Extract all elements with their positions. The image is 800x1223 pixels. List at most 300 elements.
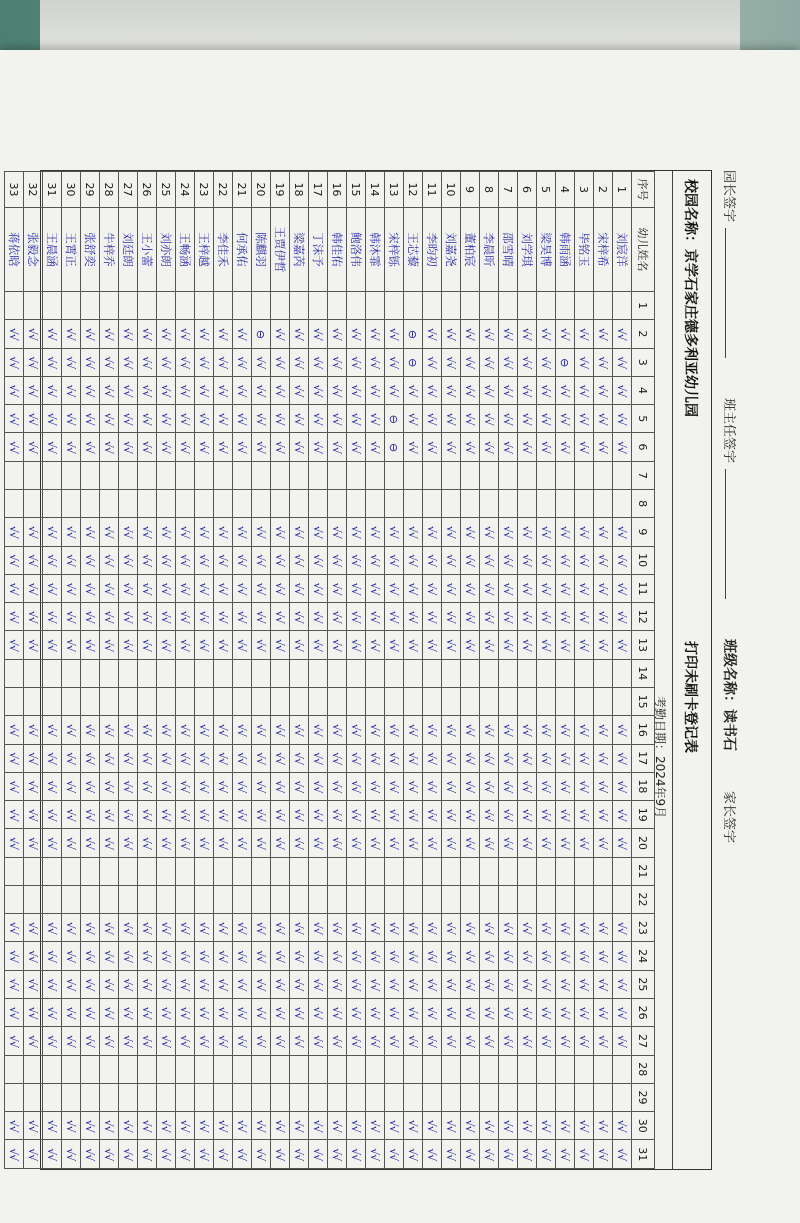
attendance-cell: [423, 405, 442, 433]
check-mark: √√: [159, 752, 173, 765]
check-mark: √√: [178, 554, 192, 567]
attendance-cell: [613, 376, 632, 404]
check-mark: √√: [444, 1006, 458, 1019]
attendance-cell: [100, 1140, 119, 1169]
check-mark: √√: [83, 808, 97, 821]
attendance-cell: [233, 405, 252, 433]
check-mark: √√: [596, 950, 610, 963]
attendance-cell: [556, 292, 575, 320]
attendance-cell: [499, 489, 518, 517]
attendance-cell: [613, 687, 632, 715]
check-mark: √√: [330, 441, 344, 454]
child-name: 董柏宸: [461, 208, 480, 292]
attendance-cell: [195, 1055, 214, 1083]
attendance-cell: [442, 489, 461, 517]
attendance-cell: [309, 885, 328, 913]
check-mark: √√: [387, 639, 401, 652]
check-mark: √√: [197, 610, 211, 623]
check-mark: √√: [311, 780, 325, 793]
attendance-cell: [81, 885, 100, 913]
attendance-cell: [176, 292, 195, 320]
attendance-cell: [556, 970, 575, 998]
check-mark: √√: [254, 978, 268, 991]
check-mark: √√: [45, 1006, 59, 1019]
attendance-cell: [24, 1140, 43, 1169]
check-mark: √√: [558, 327, 572, 340]
check-mark: √√: [292, 780, 306, 793]
attendance-cell: [62, 857, 81, 885]
attendance-cell: [138, 1055, 157, 1083]
attendance-cell: [404, 857, 423, 885]
attendance-cell: [480, 687, 499, 715]
signature-line: [720, 170, 740, 1170]
attendance-cell: [499, 772, 518, 800]
attendance-cell: [442, 970, 461, 998]
attendance-cell: [5, 885, 24, 913]
child-name: 鲍洛伟: [347, 208, 366, 292]
attendance-cell: [233, 631, 252, 659]
attendance-cell: [442, 885, 461, 913]
attendance-cell: [233, 829, 252, 857]
attendance-cell: [347, 546, 366, 574]
attendance-cell: [62, 716, 81, 744]
attendance-cell: [404, 801, 423, 829]
stacked-paper-edge: [40, 0, 740, 56]
attendance-cell: [537, 659, 556, 687]
attendance-cell: [556, 801, 575, 829]
check-mark: √√: [140, 950, 154, 963]
attendance-cell: [347, 320, 366, 348]
check-mark: √√: [482, 610, 496, 623]
attendance-cell: [290, 546, 309, 574]
attendance-cell: [290, 376, 309, 404]
row-number: 22: [214, 172, 233, 208]
check-mark: √√: [159, 921, 173, 934]
attendance-cell: [81, 489, 100, 517]
check-mark: √√: [558, 525, 572, 538]
attendance-cell: [575, 292, 594, 320]
child-name: 韩佳佑: [328, 208, 347, 292]
attendance-cell: [214, 348, 233, 376]
attendance-cell: [613, 433, 632, 461]
attendance-cell: [461, 405, 480, 433]
attendance-cell: [138, 857, 157, 885]
attendance-cell: [309, 716, 328, 744]
attendance-cell: [5, 857, 24, 885]
check-mark: √√: [178, 723, 192, 736]
row-number: 29: [81, 172, 100, 208]
attendance-cell: [499, 744, 518, 772]
attendance-cell: [195, 631, 214, 659]
check-mark: √√: [197, 441, 211, 454]
attendance-cell: [518, 546, 537, 574]
attendance-cell: [328, 320, 347, 348]
check-mark: √√: [235, 384, 249, 397]
check-mark: √√: [254, 1006, 268, 1019]
school-name: 校园名称：京学石家庄德多利亚幼儿园: [682, 179, 698, 417]
check-mark: √√: [520, 582, 534, 595]
attendance-cell: [43, 1112, 62, 1140]
attendance-cell: [404, 574, 423, 602]
day-header: 10: [632, 546, 655, 574]
check-mark: √√: [425, 582, 439, 595]
attendance-cell: [214, 376, 233, 404]
attendance-cell: [214, 687, 233, 715]
attendance-cell: [5, 1112, 24, 1140]
check-mark: √√: [539, 808, 553, 821]
check-mark: √√: [140, 1148, 154, 1161]
check-mark: √√: [539, 639, 553, 652]
check-mark: √√: [501, 582, 515, 595]
table-row: [328, 172, 347, 1169]
attendance-cell: [119, 659, 138, 687]
attendance-cell: [442, 1055, 461, 1083]
check-mark: √√: [558, 950, 572, 963]
attendance-cell: [499, 574, 518, 602]
check-mark: √√: [159, 1148, 173, 1161]
check-mark: √√: [387, 525, 401, 538]
attendance-cell: [176, 999, 195, 1027]
attendance-cell: [385, 433, 404, 461]
attendance-cell: [138, 659, 157, 687]
attendance-cell: [556, 772, 575, 800]
child-name: 刘宸洋: [613, 208, 632, 292]
attendance-cell: [613, 461, 632, 489]
check-mark: √√: [349, 950, 363, 963]
attendance-cell: [423, 1027, 442, 1055]
attendance-cell: [594, 829, 613, 857]
check-mark: √√: [7, 412, 21, 425]
attendance-cell: [81, 914, 100, 942]
attendance-cell: [43, 574, 62, 602]
check-mark: √√: [596, 356, 610, 369]
attendance-cell: [556, 1083, 575, 1111]
check-mark: √√: [330, 921, 344, 934]
check-mark: √√: [121, 525, 135, 538]
check-mark: √√: [349, 412, 363, 425]
attendance-cell: [594, 659, 613, 687]
attendance-cell: [138, 914, 157, 942]
attendance-cell: [5, 914, 24, 942]
check-mark: √√: [539, 921, 553, 934]
attendance-cell: [271, 461, 290, 489]
check-mark: √√: [273, 723, 287, 736]
check-mark: √√: [615, 1006, 629, 1019]
check-mark: √√: [311, 384, 325, 397]
check-mark: √√: [64, 752, 78, 765]
attendance-cell: [594, 1140, 613, 1169]
attendance-cell: [100, 348, 119, 376]
attendance-cell: [81, 942, 100, 970]
check-mark: √√: [254, 610, 268, 623]
check-mark: √√: [615, 978, 629, 991]
attendance-cell: [366, 772, 385, 800]
check-mark: √√: [463, 808, 477, 821]
principal-sig-label: 园长签字: [721, 170, 736, 223]
attendance-cell: [499, 659, 518, 687]
attendance-cell: [5, 461, 24, 489]
check-mark: √√: [45, 639, 59, 652]
check-mark: √√: [159, 327, 173, 340]
attendance-cell: [309, 603, 328, 631]
attendance-cell: [157, 1083, 176, 1111]
attendance-cell: [366, 659, 385, 687]
attendance-cell: [195, 857, 214, 885]
attendance-cell: [24, 348, 43, 376]
attendance-cell: [138, 801, 157, 829]
teacher-signature: [721, 398, 740, 599]
attendance-cell: [347, 574, 366, 602]
attendance-cell: [518, 857, 537, 885]
attendance-cell: [537, 829, 556, 857]
attendance-cell: [5, 1055, 24, 1083]
check-mark: √√: [349, 780, 363, 793]
attendance-cell: [385, 518, 404, 546]
check-mark: √√: [577, 1034, 591, 1047]
attendance-cell: [499, 292, 518, 320]
check-mark: √√: [387, 1006, 401, 1019]
attendance-cell: [423, 772, 442, 800]
check-mark: √√: [273, 610, 287, 623]
check-mark: √√: [159, 950, 173, 963]
check-mark: √√: [349, 327, 363, 340]
attendance-cell: [176, 376, 195, 404]
attendance-cell: [423, 1083, 442, 1111]
attendance-cell: [214, 631, 233, 659]
check-mark: √√: [387, 554, 401, 567]
attendance-cell: [309, 433, 328, 461]
attendance-cell: [290, 970, 309, 998]
attendance-cell: [100, 1112, 119, 1140]
attendance-cell: [157, 631, 176, 659]
check-mark: √√: [406, 441, 420, 454]
check-mark: √√: [615, 639, 629, 652]
check-mark: √√: [235, 1006, 249, 1019]
attendance-cell: [480, 942, 499, 970]
attendance-cell: [442, 546, 461, 574]
attendance-cell: [252, 659, 271, 687]
principal-signature: [721, 170, 740, 358]
check-mark: √√: [102, 836, 116, 849]
check-mark: √√: [406, 1148, 420, 1161]
attendance-cell: [575, 574, 594, 602]
attendance-cell: [271, 320, 290, 348]
attendance-cell: [556, 546, 575, 574]
check-mark: √√: [7, 1119, 21, 1132]
check-mark: √√: [482, 978, 496, 991]
attendance-cell: [613, 574, 632, 602]
check-mark: √√: [102, 441, 116, 454]
attendance-cell: [423, 320, 442, 348]
attendance-cell: [43, 376, 62, 404]
day-header: 6: [632, 433, 655, 461]
check-mark: √√: [102, 554, 116, 567]
check-mark: √√: [216, 441, 230, 454]
attendance-cell: [423, 603, 442, 631]
table-row: [233, 172, 252, 1169]
attendance-cell: [195, 885, 214, 913]
check-mark: √√: [178, 412, 192, 425]
attendance-cell: [271, 772, 290, 800]
check-mark: √√: [235, 356, 249, 369]
day-header: 19: [632, 801, 655, 829]
check-mark: √√: [235, 752, 249, 765]
check-mark: √√: [45, 1148, 59, 1161]
day-header: 26: [632, 999, 655, 1027]
check-mark: √√: [197, 384, 211, 397]
attendance-cell: [499, 348, 518, 376]
check-mark: √√: [520, 610, 534, 623]
check-mark: √√: [596, 1119, 610, 1132]
check-mark: √√: [83, 723, 97, 736]
attendance-cell: [252, 546, 271, 574]
check-mark: √√: [520, 808, 534, 821]
check-mark: √√: [501, 639, 515, 652]
attendance-cell: [518, 914, 537, 942]
check-mark: √√: [615, 554, 629, 567]
attendance-cell: [100, 659, 119, 687]
attendance-cell: [176, 914, 195, 942]
attendance-cell: [480, 970, 499, 998]
attendance-cell: [43, 914, 62, 942]
attendance-cell: [309, 942, 328, 970]
check-mark: √√: [482, 921, 496, 934]
check-mark: √√: [615, 384, 629, 397]
check-mark: √√: [159, 808, 173, 821]
check-mark: √√: [121, 1034, 135, 1047]
check-mark: √√: [615, 752, 629, 765]
attendance-cell: [214, 405, 233, 433]
attendance-cell: [195, 716, 214, 744]
attendance-cell: [404, 292, 423, 320]
attendance-cell: [594, 546, 613, 574]
check-mark: √√: [425, 441, 439, 454]
check-mark: √√: [539, 836, 553, 849]
attendance-cell: [157, 1055, 176, 1083]
attendance-cell: [119, 603, 138, 631]
check-mark: √√: [7, 752, 21, 765]
attendance-cell: [81, 320, 100, 348]
check-mark: √√: [140, 1006, 154, 1019]
attendance-cell: [480, 659, 499, 687]
check-mark: √√: [121, 384, 135, 397]
check-mark: √√: [330, 610, 344, 623]
check-mark: √√: [501, 525, 515, 538]
attendance-cell: [594, 348, 613, 376]
attendance-cell: [157, 574, 176, 602]
check-mark: √√: [292, 1119, 306, 1132]
attendance-cell: [176, 320, 195, 348]
attendance-cell: [442, 772, 461, 800]
attendance-cell: [347, 999, 366, 1027]
attendance-cell: [366, 461, 385, 489]
check-mark: √√: [83, 921, 97, 934]
attendance-cell: [252, 631, 271, 659]
check-mark: √√: [368, 639, 382, 652]
check-mark: √√: [463, 610, 477, 623]
check-mark: √√: [292, 441, 306, 454]
attendance-cell: [195, 518, 214, 546]
attendance-cell: [518, 348, 537, 376]
check-mark: √√: [520, 723, 534, 736]
check-mark: √√: [501, 950, 515, 963]
attendance-cell: [62, 659, 81, 687]
check-mark: √√: [406, 1119, 420, 1132]
attendance-cell: [157, 433, 176, 461]
attendance-cell: [575, 942, 594, 970]
attendance-cell: [24, 970, 43, 998]
attendance-cell: [252, 885, 271, 913]
attendance-cell: [613, 292, 632, 320]
attendance-cell: [176, 518, 195, 546]
check-mark: √√: [292, 921, 306, 934]
attendance-cell: [100, 489, 119, 517]
attendance-cell: [138, 999, 157, 1027]
check-mark: √√: [83, 412, 97, 425]
check-mark: √√: [254, 752, 268, 765]
attendance-cell: [176, 461, 195, 489]
attendance-cell: [480, 292, 499, 320]
attendance-cell: [214, 801, 233, 829]
attendance-cell: [328, 376, 347, 404]
attendance-cell: [537, 348, 556, 376]
check-mark: √√: [558, 1006, 572, 1019]
attendance-cell: [518, 1112, 537, 1140]
check-mark: √√: [349, 808, 363, 821]
attendance-cell: [480, 1140, 499, 1169]
attendance-cell: [423, 348, 442, 376]
attendance-cell: [328, 857, 347, 885]
table-row: [62, 172, 81, 1169]
check-mark: ⊖: [387, 442, 401, 452]
attendance-cell: [385, 687, 404, 715]
check-mark: √√: [45, 808, 59, 821]
attendance-cell: [366, 489, 385, 517]
check-mark: √√: [596, 978, 610, 991]
check-mark: √√: [311, 978, 325, 991]
attendance-cell: [290, 829, 309, 857]
attendance-cell: [518, 518, 537, 546]
attendance-cell: [233, 376, 252, 404]
child-name: 王小蕾: [138, 208, 157, 292]
check-mark: √√: [539, 384, 553, 397]
check-mark: √√: [539, 752, 553, 765]
attendance-cell: [556, 405, 575, 433]
attendance-cell: [119, 546, 138, 574]
attendance-cell: [613, 772, 632, 800]
check-mark: √√: [615, 441, 629, 454]
check-mark: √√: [292, 610, 306, 623]
attendance-cell: [594, 1027, 613, 1055]
check-mark: √√: [311, 921, 325, 934]
attendance-cell: [100, 914, 119, 942]
attendance-cell: [442, 631, 461, 659]
attendance-cell: [461, 772, 480, 800]
check-mark: ⊖: [254, 329, 268, 339]
check-mark: √√: [273, 921, 287, 934]
child-name: 王晨涵: [43, 208, 62, 292]
attendance-cell: [442, 659, 461, 687]
check-mark: √√: [368, 780, 382, 793]
check-mark: √√: [368, 412, 382, 425]
table-row: [461, 172, 480, 1169]
attendance-cell: [347, 348, 366, 376]
child-name: 邵雪晴: [499, 208, 518, 292]
attendance-cell: [575, 546, 594, 574]
attendance-cell: [442, 716, 461, 744]
attendance-cell: [613, 744, 632, 772]
child-name: 丁沫予: [309, 208, 328, 292]
